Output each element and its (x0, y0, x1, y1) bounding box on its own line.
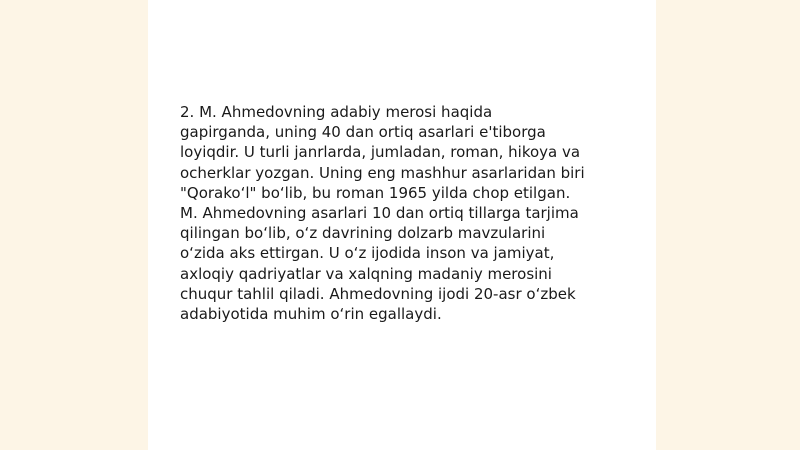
paragraph-text: 2. M. Ahmedovning adabiy merosi haqida gapirganda, uning 40 dan ortiq asarlari e'tiborga loyiqdir. U turli janrlarda, jumladan, roman, hikoya va ocherklar yozgan. Uning eng mashhur asarlaridan biri "Qorako‘l" bo‘lib, bu roman 1965 yilda chop etilgan. M. Ahmedovning asarlari 10 dan ortiq tillarga tarjima qilingan bo‘lib, o‘z davrining dolzarb mavzularini o‘zida aks ettirgan. U o‘z ijodida inson va jamiyat, axloqiy qadriyatlar va xalqning madaniy merosini chuqur tahlil qiladi. Ahmedovning ijodi 20-asr o‘zbek adabiyotida muhim o‘rin egallaydi. (180, 103, 585, 324)
document-page (148, 0, 656, 450)
